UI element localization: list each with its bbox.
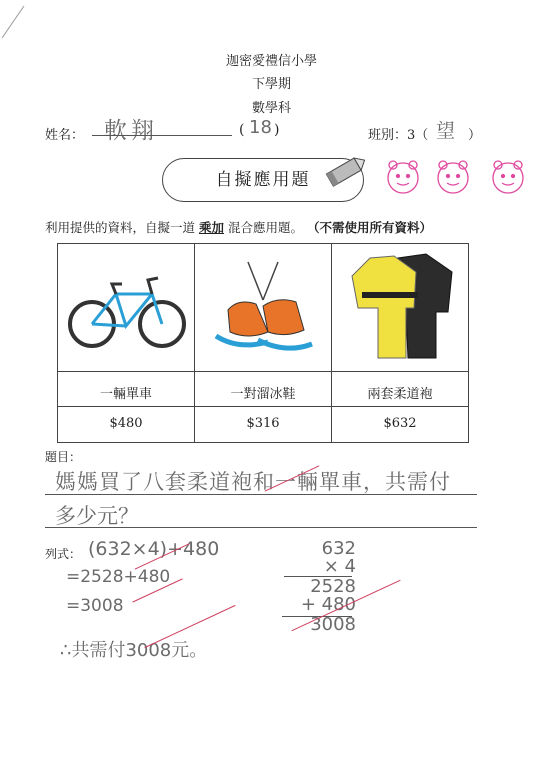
question-line-2: 多少元？ (55, 504, 139, 528)
class-value: 望 (436, 120, 456, 142)
instruction (45, 218, 432, 236)
working-step-2: =2528+480 (66, 567, 171, 587)
name-value: 軟翔 (104, 118, 158, 144)
vertical-p1: 2528 (310, 576, 356, 597)
vertical-n3: + 480 (300, 594, 356, 615)
instruction-keyword: 乘加 (199, 220, 225, 235)
item-price: $632 (383, 416, 417, 431)
item-price: $316 (246, 416, 280, 431)
name-underline (92, 135, 232, 136)
school-name: 迦密愛禮信小學 (225, 54, 317, 69)
number-open: ( (239, 122, 245, 138)
item-label: 兩套柔道袍 (367, 387, 433, 402)
judo-uniform-icon (348, 252, 458, 364)
reward-stamp-icon (388, 161, 523, 193)
term-label: 下學期 (251, 77, 291, 92)
working-step-1: (632×4)+480 (88, 538, 220, 560)
subject-label: 數學科 (251, 101, 291, 116)
vertical-result: 3008 (310, 614, 356, 635)
grid-divider (58, 406, 468, 407)
name-label: 姓名： (45, 128, 85, 143)
instruction-note: （不需使用所有資料） (307, 220, 433, 235)
corner-mark (0, 0, 30, 40)
ice-skates-icon (208, 260, 318, 358)
bicycle-icon (64, 264, 190, 354)
number-value: 18 (249, 117, 272, 138)
answer-line (45, 494, 477, 495)
stamp-group (378, 152, 538, 204)
item-label: 一輛單車 (99, 387, 152, 402)
question-label: 題目： (45, 450, 82, 464)
class-close: ） (468, 128, 482, 143)
class-label: 班別：3（ (368, 128, 429, 143)
pencil-icon (322, 152, 370, 192)
number-close: ) (274, 122, 280, 138)
instruction-prefix: 利用提供的資料，自擬一道 (45, 220, 196, 235)
working-step-3: =3008 (66, 596, 124, 616)
item-label: 一對溜冰鞋 (230, 387, 296, 402)
question-line-1: 媽媽買了八套柔道袍和一輛單車，共需付 (55, 470, 451, 494)
page-title: 自擬應用題 (215, 170, 311, 190)
grid-divider (331, 244, 332, 442)
working-label: 列式： (45, 547, 82, 561)
item-price: $480 (109, 416, 143, 431)
vertical-n2: × 4 (323, 556, 356, 577)
final-answer: ∴共需付3008元。 (60, 640, 208, 661)
grid-divider (194, 244, 195, 442)
vertical-n1: 632 (321, 538, 356, 559)
item-table (57, 243, 469, 443)
answer-line (45, 527, 477, 528)
instruction-suffix: 混合應用題。 (228, 220, 304, 235)
grid-divider (58, 371, 468, 372)
